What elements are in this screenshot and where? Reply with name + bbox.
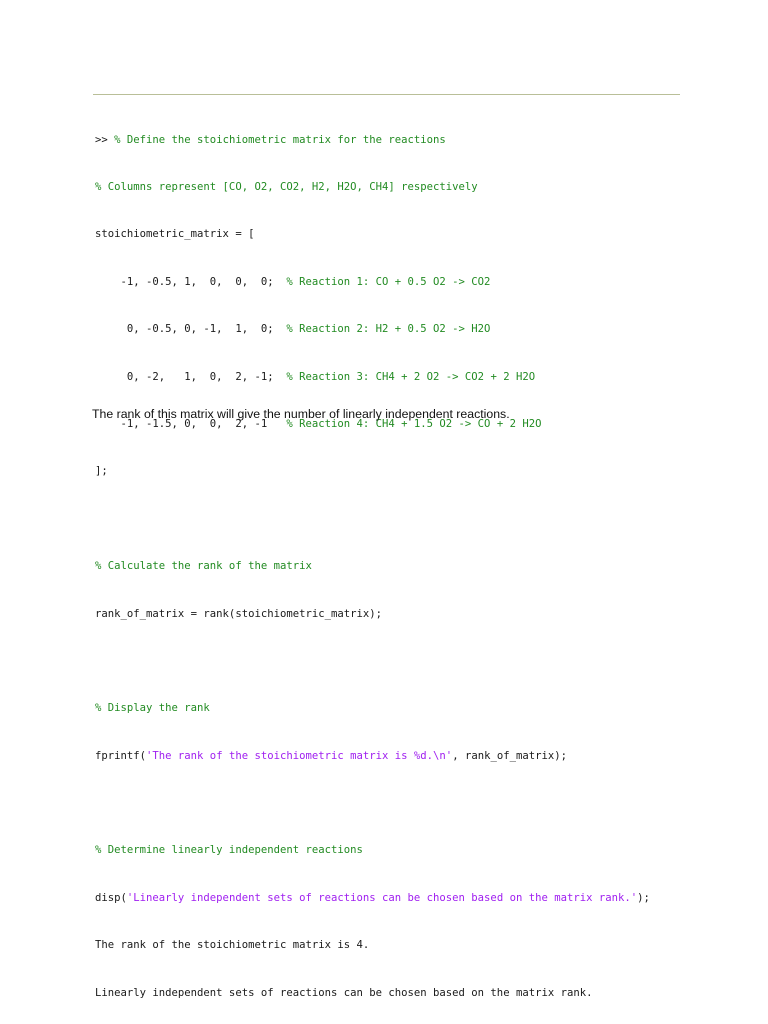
code-line-rank	[95, 607, 695, 623]
matrix-row-3	[95, 370, 695, 386]
command-prompt: >>	[95, 133, 115, 146]
explanation-caption: The rank of this matrix will give the number of linearly independent reactions.	[92, 407, 510, 421]
comment-define: % Define the stoichiometric matrix for the reactions	[114, 133, 446, 146]
code-line-define	[95, 133, 695, 149]
output-independent: Linearly independent sets of reactions can be chosen based on the matrix rank.	[95, 986, 593, 999]
comment-columns: % Columns represent [CO, O2, CO2, H2, H2O, CH4] respectively	[95, 180, 478, 193]
blank-line	[95, 654, 695, 670]
blank-line	[95, 796, 695, 812]
matrix-open: stoichiometric_matrix = [	[95, 228, 255, 241]
code-line-matrix-close	[95, 464, 695, 480]
code-line-comment-display	[95, 701, 695, 717]
fprintf-string: 'The rank of the stoichiometric matrix is %d.\n'	[146, 749, 453, 762]
disp-end: );	[637, 891, 650, 904]
console-output-2	[95, 986, 695, 1002]
matrix-row-comment: % Reaction 2: H2 + 0.5 O2 -> H2O	[286, 323, 491, 336]
matrix-row-values: -1, -0.5, 1, 0, 0, 0;	[95, 275, 287, 288]
disp-call: disp(	[95, 891, 127, 904]
matrix-row-comment: % Reaction 1: CO + 0.5 O2 -> CO2	[286, 275, 491, 288]
comment-determine: % Determine linearly independent reactions	[95, 844, 363, 857]
code-line-disp	[95, 891, 695, 907]
code-line-fprintf	[95, 749, 695, 765]
blank-line	[95, 512, 695, 528]
top-divider	[93, 94, 680, 95]
console-output-1	[95, 938, 695, 954]
rank-statement: rank_of_matrix = rank(stoichiometric_matrix);	[95, 607, 383, 620]
matrix-row-values: 0, -2, 1, 0, 2, -1;	[95, 370, 287, 383]
comment-display: % Display the rank	[95, 702, 210, 715]
comment-rank: % Calculate the rank of the matrix	[95, 560, 312, 573]
matrix-row-2	[95, 322, 695, 338]
fprintf-call: fprintf(	[95, 749, 147, 762]
output-rank: The rank of the stoichiometric matrix is 4.	[95, 939, 370, 952]
matrix-close: ];	[95, 465, 108, 478]
code-line-columns	[95, 180, 695, 196]
code-block	[95, 101, 695, 1017]
code-line-comment-determine	[95, 843, 695, 859]
matrix-row-values: -1, -1.5, 0, 0, 2, -1	[95, 417, 287, 430]
fprintf-args: , rank_of_matrix);	[452, 749, 567, 762]
matrix-row-comment: % Reaction 3: CH4 + 2 O2 -> CO2 + 2 H2O	[286, 370, 536, 383]
matrix-row-values: 0, -0.5, 0, -1, 1, 0;	[95, 323, 287, 336]
code-line-comment-rank	[95, 559, 695, 575]
code-line-matrix-open	[95, 227, 695, 243]
matrix-row-comment: % Reaction 4: CH4 + 1.5 O2 -> CO + 2 H2O	[286, 417, 542, 430]
disp-string: 'Linearly independent sets of reactions can be chosen based on the matrix rank.'	[126, 891, 638, 904]
matrix-row-1	[95, 275, 695, 291]
